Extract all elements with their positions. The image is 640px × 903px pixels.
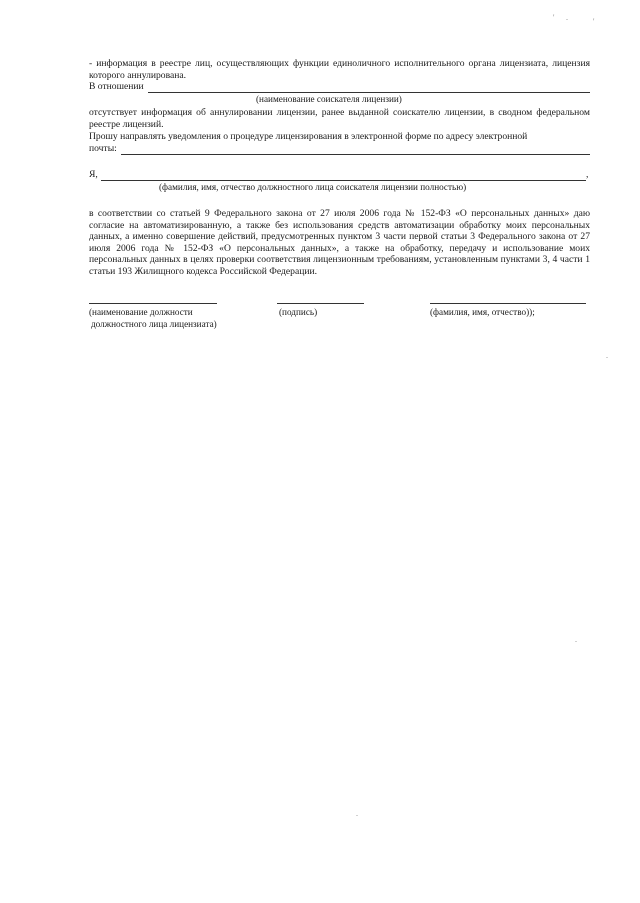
scan-speck: . <box>566 13 568 22</box>
scan-speck: . <box>575 635 577 644</box>
position-caption-2: должностного лица лицензиата) <box>91 319 217 329</box>
fio-comma: , <box>586 169 589 180</box>
consent-paragraph: в соответствии со статьей 9 Федерального закона от 27 июля 2006 года № 152-ФЗ «О персональных данных» даю согласие на автоматизированную, а также без использования средств автоматизации обработку моих персональных данных, а именно совершение действий, предусмотренных пунктом 3 части первой статьи 3 Федерального закона от 27 июля 2006 года № 152-ФЗ «О персональных данных», а также на обработку, передачу и использование моих персональных данных в целях проверки соответствия лицензионным требованиям, установленным пунктами 3, 4 части 1 статьи 193 Жилищного кодекса Российской Федерации. <box>89 208 590 277</box>
scan-speck: ' <box>553 13 555 22</box>
signature-line[interactable] <box>277 303 364 304</box>
i-label: Я, <box>89 169 98 180</box>
name-line[interactable] <box>430 303 586 304</box>
email-label: почты: <box>89 143 117 154</box>
scan-speck: ' <box>593 17 595 26</box>
name-caption: (фамилия, имя, отчество)); <box>430 307 535 317</box>
registry-paragraph: - информация в реестре лиц, осуществляющих функции единоличного исполнительного органа лицензиата, лицензия которого аннулирована. <box>89 58 590 81</box>
fio-line[interactable] <box>101 180 586 181</box>
position-caption-1: (наименование должности <box>89 307 193 317</box>
email-line[interactable] <box>121 154 590 155</box>
in-relation-label: В отношении <box>89 81 144 92</box>
scan-speck: . <box>606 351 608 360</box>
scan-speck: . <box>356 809 358 818</box>
applicant-caption: (наименование соискателя лицензии) <box>256 94 402 104</box>
request-email-line: Прошу направлять уведомления о процедуре лицензирования в электронной форме по адресу электронной <box>89 131 528 142</box>
position-line[interactable] <box>89 303 217 304</box>
fio-caption: (фамилия, имя, отчество должностного лица соискателя лицензии полностью) <box>159 182 467 192</box>
applicant-name-line[interactable] <box>148 92 590 93</box>
signature-caption: (подпись) <box>279 307 318 317</box>
absent-info-paragraph: отсутствует информация об аннулировании лицензии, ранее выданной соискателю лицензии, в сводном федеральном реестре лицензий. <box>89 107 590 130</box>
